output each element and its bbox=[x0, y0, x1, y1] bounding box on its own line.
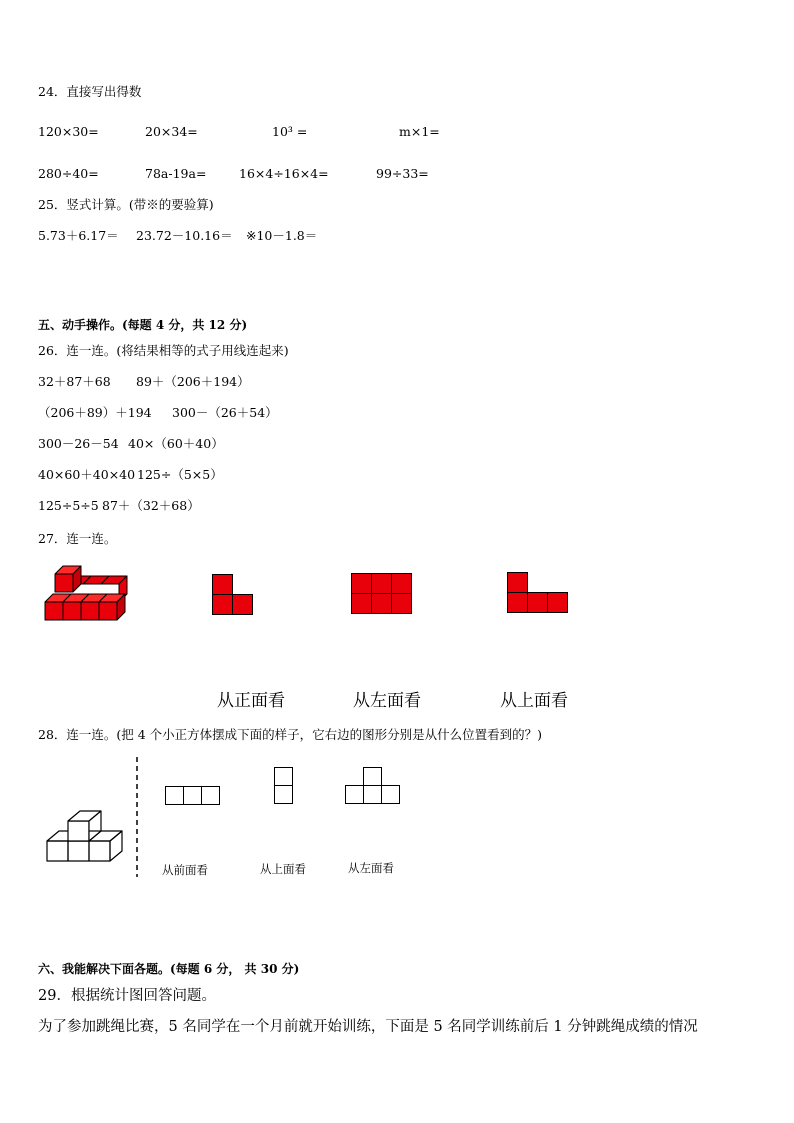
q29-text: 为了参加跳绳比赛，5 名同学在一个月前就开始训练，下面是 5 名同学训练前后 1 分钟跳绳成绩的情况 bbox=[38, 1019, 698, 1035]
q24-item: 280÷40= bbox=[38, 166, 99, 181]
q27-title: 27．连一连。 bbox=[38, 531, 117, 546]
dashed-divider bbox=[135, 757, 139, 877]
view-label-top: 从上面看 bbox=[500, 691, 568, 711]
q26-right-expr: 89＋（206＋194） bbox=[136, 374, 250, 389]
red-cube-solid-figure bbox=[45, 562, 127, 622]
q25-title: 25．竖式计算。(带※的要验算) bbox=[38, 197, 214, 212]
view-label-left: 从左面看 bbox=[353, 691, 421, 711]
section-5-title: 五、动手操作。(每题 4 分，共 12 分) bbox=[38, 318, 248, 332]
q26-right-expr: 87＋（32＋68） bbox=[102, 498, 200, 513]
q24-item: 16×4÷16×4= bbox=[239, 166, 329, 181]
q26-right-expr: 40×（60＋40） bbox=[128, 436, 224, 451]
q25-item: 23.72－10.16＝ bbox=[136, 228, 233, 243]
q26-left-expr: 32＋87＋68 bbox=[38, 374, 111, 389]
red-view-rectangle-shape bbox=[351, 573, 413, 615]
q29-title: 29．根据统计图回答问题。 bbox=[38, 988, 216, 1004]
outline-view-t-shape bbox=[345, 767, 401, 805]
q26-title: 26．连一连。(将结果相等的式子用线连起来) bbox=[38, 343, 289, 358]
red-view-long-l-shape bbox=[507, 572, 569, 614]
q28-label-top: 从上面看 bbox=[260, 862, 306, 876]
q26-left-expr: （206＋89）＋194 bbox=[38, 405, 152, 420]
q26-left-expr: 40×60＋40×40 bbox=[38, 467, 136, 482]
q24-item: 78a-19a= bbox=[145, 166, 207, 181]
outline-view-two-column bbox=[274, 767, 294, 805]
q28-label-left: 从左面看 bbox=[348, 861, 394, 875]
q26-left-expr: 125÷5÷5 bbox=[38, 498, 99, 513]
q24-item: 120×30= bbox=[38, 124, 99, 139]
q24-item: 20×34= bbox=[145, 124, 198, 139]
q24-item: 99÷33= bbox=[376, 166, 429, 181]
q26-right-expr: 125÷（5×5） bbox=[137, 467, 223, 482]
q26-left-expr: 300－26－54 bbox=[38, 436, 119, 451]
q24-item: 10³ = bbox=[272, 124, 308, 139]
outline-cube-solid-figure bbox=[46, 805, 126, 863]
outline-view-three-row bbox=[165, 786, 221, 806]
q26-right-expr: 300－（26＋54） bbox=[172, 405, 278, 420]
q28-title: 28．连一连。(把 4 个小正方体摆成下面的样子，它右边的图形分别是从什么位置看到的？) bbox=[38, 727, 543, 742]
view-label-front: 从正面看 bbox=[217, 691, 285, 711]
q28-label-front: 从前面看 bbox=[162, 863, 208, 877]
red-view-l-shape bbox=[212, 574, 254, 616]
q24-item: m×1= bbox=[399, 124, 440, 139]
q24-title: 24．直接写出得数 bbox=[38, 84, 142, 99]
section-6-title: 六、我能解决下面各题。(每题 6 分， 共 30 分) bbox=[38, 962, 300, 976]
q25-item: 5.73＋6.17＝ bbox=[38, 228, 119, 243]
q25-item: ※10－1.8＝ bbox=[246, 228, 318, 243]
